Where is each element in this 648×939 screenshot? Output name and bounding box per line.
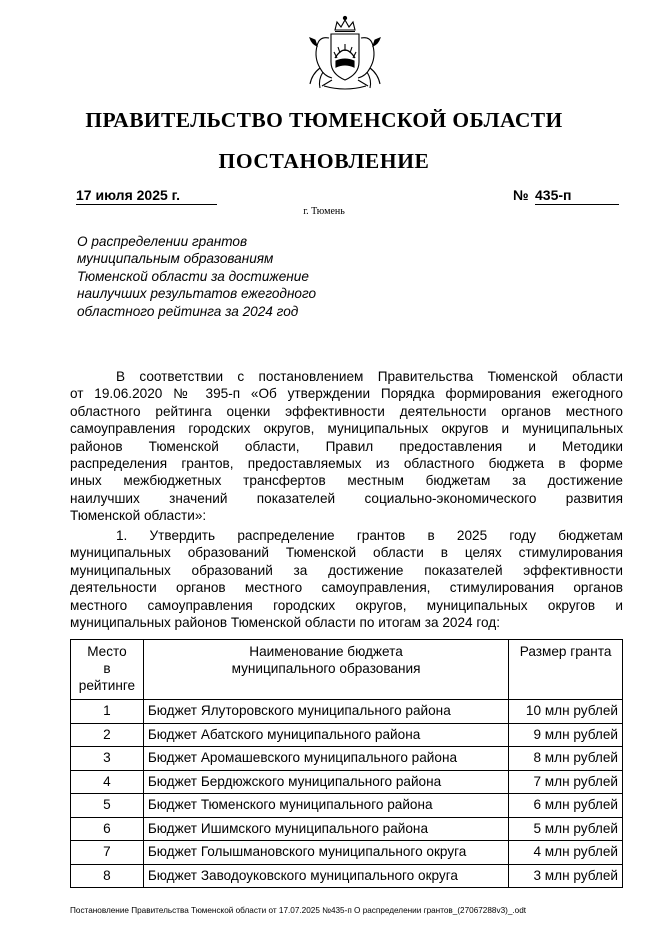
table-row [71, 747, 623, 771]
subject-line: наилучших результатов ежегодного [77, 286, 317, 302]
cell-place: 5 [71, 794, 144, 818]
cell-place: 3 [71, 747, 144, 771]
document-number [513, 186, 619, 204]
cell-name: Бюджет Абатского муниципального района [143, 723, 508, 747]
paragraph-line: муниципальных образований за достижение показателей эффективности [70, 562, 623, 578]
paragraph-line: 1. Утвердить распределение грантов в 2025 году бюджетам [116, 528, 623, 543]
cell-name: Бюджет Бердюжского муниципального района [143, 770, 508, 794]
city-label: г. Тюмень [303, 206, 345, 217]
subject-line: муниципальным образованиям [77, 251, 274, 267]
number-value: 435-п [535, 186, 619, 205]
grants-table [70, 639, 623, 888]
paragraph-line: местного самоуправления городских округов, муниципальных округов и [70, 597, 623, 613]
header-name [143, 640, 508, 700]
table-row [71, 723, 623, 747]
paragraph-line: деятельности органов местного самоуправления, стимулирования органов [70, 580, 623, 596]
table-row [71, 770, 623, 794]
cell-amount: 5 млн рублей [509, 817, 623, 841]
subject-line: О распределении грантов [77, 234, 248, 249]
header-place [71, 640, 144, 700]
subject-line: Тюменской области за достижение [77, 268, 309, 284]
cell-place: 8 [71, 864, 144, 888]
table-row [71, 864, 623, 888]
paragraph-line: самоуправления городских округов, муниципальных округов и муниципальных [70, 421, 623, 437]
paragraph-line: Тюменской области»: [70, 508, 207, 524]
cell-place: 2 [71, 723, 144, 747]
number-sign: № [513, 187, 529, 203]
header-text: муниципального образования [231, 661, 421, 676]
table-header-row [71, 640, 623, 700]
header-text: Размер гранта [519, 644, 612, 659]
cell-amount: 9 млн рублей [509, 723, 623, 747]
header-amount [509, 640, 623, 700]
government-title: ПРАВИТЕЛЬСТВО ТЮМЕНСКОЙ ОБЛАСТИ [85, 108, 563, 132]
table-row [71, 700, 623, 724]
paragraph-line: областного рейтинга оценки эффективности деятельности органов местного [70, 403, 623, 419]
header-text: рейтинге [78, 678, 136, 693]
cell-name: Бюджет Ишимского муниципального района [143, 817, 508, 841]
preamble-paragraph [70, 368, 623, 525]
document-footer: Постановление Правительства Тюменской области от 17.07.2025 №435-п О распределении грантов_(27067288v3)_.odt [70, 906, 527, 915]
subject-line: областного рейтинга за 2024 год [77, 303, 299, 319]
cell-name: Бюджет Тюменского муниципального района [143, 794, 508, 818]
cell-amount: 10 млн рублей [509, 700, 623, 724]
cell-amount: 6 млн рублей [509, 794, 623, 818]
paragraph-line: муниципальных образований Тюменской области в целях стимулирования [70, 545, 623, 561]
table-row [71, 817, 623, 841]
cell-name: Бюджет Аромашевского муниципального района [143, 747, 508, 771]
paragraph-line: иных межбюджетных трансфертов местным бюджетам за достижение [70, 473, 623, 489]
cell-amount: 7 млн рублей [509, 770, 623, 794]
coat-of-arms-icon [302, 14, 388, 94]
clause-1-paragraph [70, 527, 623, 631]
cell-name: Бюджет Голышмановского муниципального округа [143, 841, 508, 865]
header-text: Место [87, 644, 127, 659]
cell-amount: 4 млн рублей [509, 841, 623, 865]
paragraph-line: распределения грантов, предоставляемых из областного бюджета в форме [70, 456, 623, 472]
document-date: 17 июля 2025 г. [76, 186, 217, 205]
document-type-title: ПОСТАНОВЛЕНИЕ [218, 149, 430, 173]
header-text: Наименование бюджета [249, 644, 403, 659]
cell-place: 6 [71, 817, 144, 841]
table-row [71, 794, 623, 818]
paragraph-line: районов Тюменской области, Правил предоставления и Методики [70, 438, 623, 454]
paragraph-line: от 19.06.2020 № 395-п «Об утверждении Порядка формирования ежегодного [70, 386, 623, 402]
document-subject [77, 233, 377, 320]
paragraph-line: наилучших значений показателей социально-экономического развития [70, 490, 623, 506]
header-text: в [103, 661, 111, 676]
cell-place: 7 [71, 841, 144, 865]
cell-amount: 8 млн рублей [509, 747, 623, 771]
cell-name: Бюджет Заводоуковского муниципального округа [143, 864, 508, 888]
table-row [71, 841, 623, 865]
paragraph-line: муниципальных районов Тюменской области по итогам за 2024 год: [70, 615, 500, 631]
paragraph-line: В соответствии с постановлением Правительства Тюменской области [116, 369, 623, 384]
cell-amount: 3 млн рублей [509, 864, 623, 888]
cell-name: Бюджет Ялуторовского муниципального района [143, 700, 508, 724]
cell-place: 1 [71, 700, 144, 724]
cell-place: 4 [71, 770, 144, 794]
